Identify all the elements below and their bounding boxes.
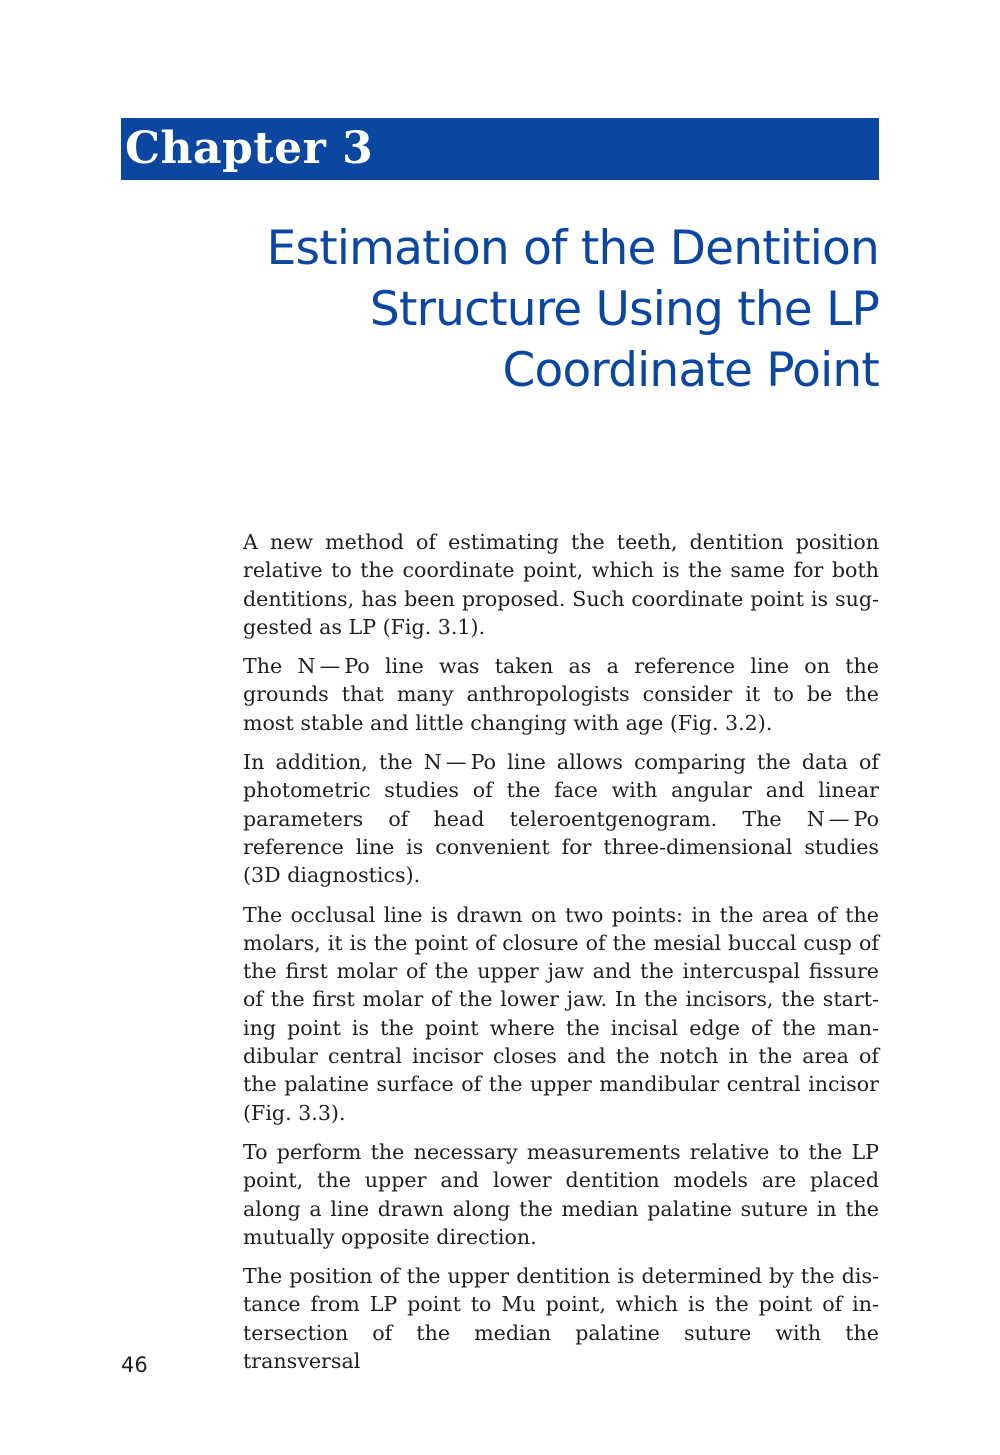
chapter-banner xyxy=(121,118,879,180)
chapter-title-line: Structure Using the LP xyxy=(369,282,879,337)
chapter-title-line: Coordinate Point xyxy=(502,343,879,398)
chapter-title xyxy=(179,218,879,401)
body-text xyxy=(243,528,879,1386)
paragraph: The occlusal line is drawn on two points: in the area of the molars, it is the point of closure of the mesial buccal cusp of the first molar of the upper jaw and the intercuspal fissure of the first molar of the lower jaw. In the incisors, the starting point is the point where the incisal edge of the mandibular central incisor closes and the notch in the area of the palatine surface of the upper mandibular central incisor (Fig. 3.3). xyxy=(243,902,879,1125)
paragraph: To perform the necessary measurements relative to the LP point, the upper and lower dentition models are placed along a line drawn along the median palatine suture in the mutually opposite direction. xyxy=(243,1139,879,1249)
paragraph: The position of the upper dentition is determined by the distance from LP point to Mu point, which is the point of intersection of the median palatine suture with the transversal xyxy=(243,1264,879,1374)
paragraph: In addition, the N — Po line allows comparing the data of photometric studies of the face with angular and linear parameters of head teleroentgenogram. The N — Po reference line is convenient for three-dimensional studies (3D diagnostics). xyxy=(243,750,879,888)
page-number: 46 xyxy=(121,1353,148,1377)
chapter-label: Chapter 3 xyxy=(125,123,374,174)
paragraph: A new method of estimating the teeth, dentition position relative to the coordinate point, which is the same for both dentitions, has been proposed. Such coordinate point is suggested as LP (Fig. 3.1). xyxy=(243,530,879,639)
paragraph: The N — Po line was taken as a reference line on the grounds that many anthropologists consider it to be the most stable and little changing with age (Fig. 3.2). xyxy=(243,654,879,735)
chapter-title-line: Estimation of the Dentition xyxy=(266,221,879,276)
